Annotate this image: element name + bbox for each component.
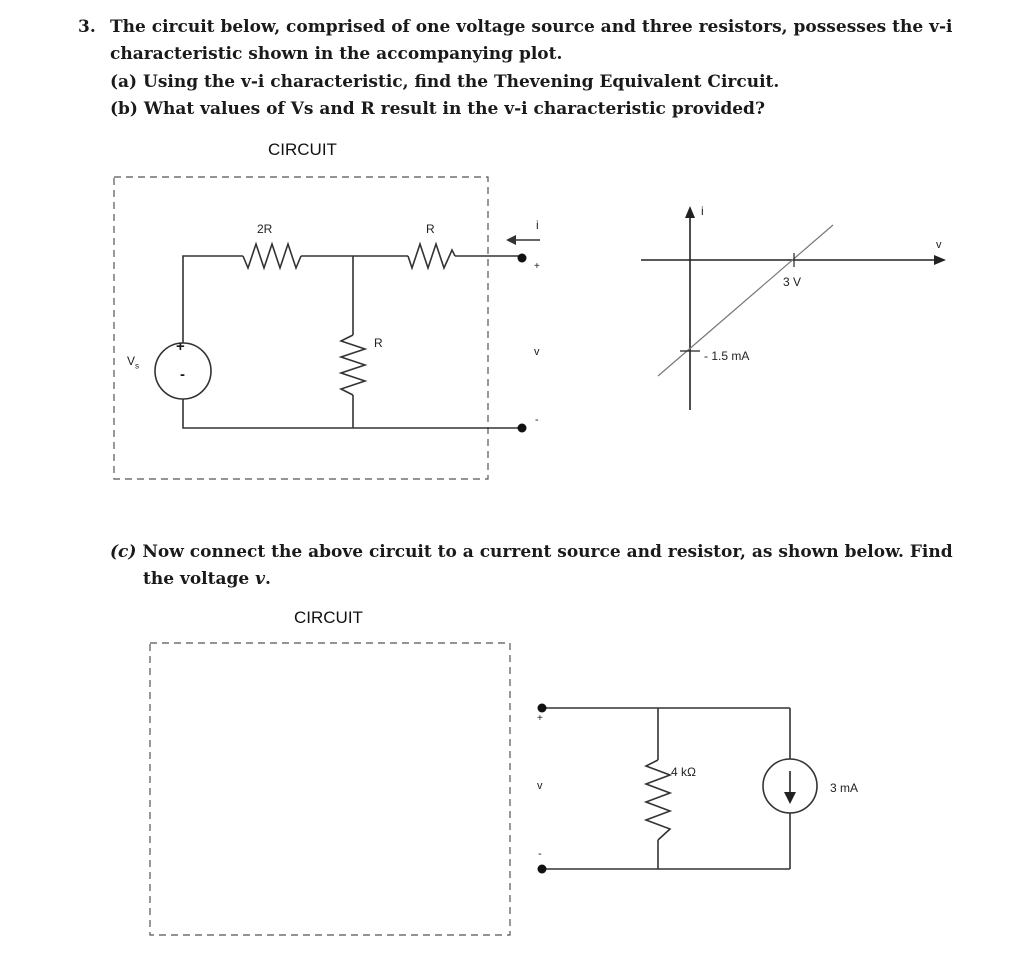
- part-c-line2-post: .: [265, 569, 271, 589]
- question-part-b: (b) What values of Vs and R result in the v-i characteristic provided?: [110, 99, 765, 119]
- terminal-2-v-label: v: [537, 780, 543, 792]
- vs-main: V: [127, 354, 136, 368]
- terminal-plus-label: +: [534, 261, 540, 272]
- part-c-line2-pre: the voltage: [143, 569, 256, 589]
- source-plus-sign: +: [176, 338, 185, 355]
- current-arrow-head: [506, 235, 516, 245]
- resistor-4k: [646, 760, 670, 840]
- i-axis-arrow: [685, 206, 695, 218]
- part-c-text: Now connect the above circuit to a current source and resistor, as shown below. Find: [142, 542, 953, 562]
- vs-sub: s: [135, 361, 140, 371]
- question-part-c-line-2: [143, 566, 271, 592]
- circuit-1-wires: [183, 256, 521, 428]
- circuit-caption-bottom: CIRCUIT: [294, 608, 363, 627]
- terminal-2-top: [538, 704, 547, 713]
- label-current-i: i: [536, 218, 539, 232]
- axis-label-v: v: [936, 239, 942, 251]
- axis-label-i: i: [701, 204, 704, 218]
- question-part-c-line-1: [110, 539, 953, 565]
- resistor-r-top: [408, 244, 455, 268]
- label-r-middle: R: [374, 336, 383, 350]
- label-3ma: 3 mA: [830, 781, 859, 795]
- circuit-2-wires: [542, 708, 790, 869]
- question-number: 3.: [78, 17, 96, 37]
- terminal-minus-label: -: [535, 414, 539, 426]
- label-2r: 2R: [257, 222, 273, 236]
- label-r-top: R: [426, 222, 435, 236]
- question-line-1: The circuit below, comprised of one voltage source and three resistors, possesses the v-i: [110, 17, 953, 37]
- label-vs: [127, 354, 139, 370]
- circuit-box-bottom: [150, 643, 510, 935]
- resistor-r-middle: [341, 335, 365, 395]
- label-3v: 3 V: [783, 275, 802, 289]
- label-4k-ohm: 4 kΩ: [671, 765, 696, 779]
- source-minus-sign: -: [180, 366, 185, 383]
- label-minus-1-5ma: - 1.5 mA: [704, 349, 750, 363]
- part-c-label: (c): [110, 542, 137, 562]
- circuit-caption-top: CIRCUIT: [268, 140, 337, 159]
- terminal-2-minus-label: -: [538, 848, 542, 860]
- vi-plot-axes: [641, 215, 936, 410]
- terminal-bottom: [518, 424, 527, 433]
- terminal-v-label: v: [534, 346, 540, 358]
- v-axis-arrow: [934, 255, 946, 265]
- resistor-2r: [243, 244, 301, 268]
- question-part-a: (a) Using the v-i characteristic, find the Thevening Equivalent Circuit.: [110, 72, 780, 92]
- part-c-var-v: v: [255, 569, 266, 589]
- terminal-2-bottom: [538, 865, 547, 874]
- question-line-2: characteristic shown in the accompanying plot.: [110, 44, 563, 64]
- terminal-top: [518, 254, 527, 263]
- terminal-2-plus-label: +: [537, 713, 543, 724]
